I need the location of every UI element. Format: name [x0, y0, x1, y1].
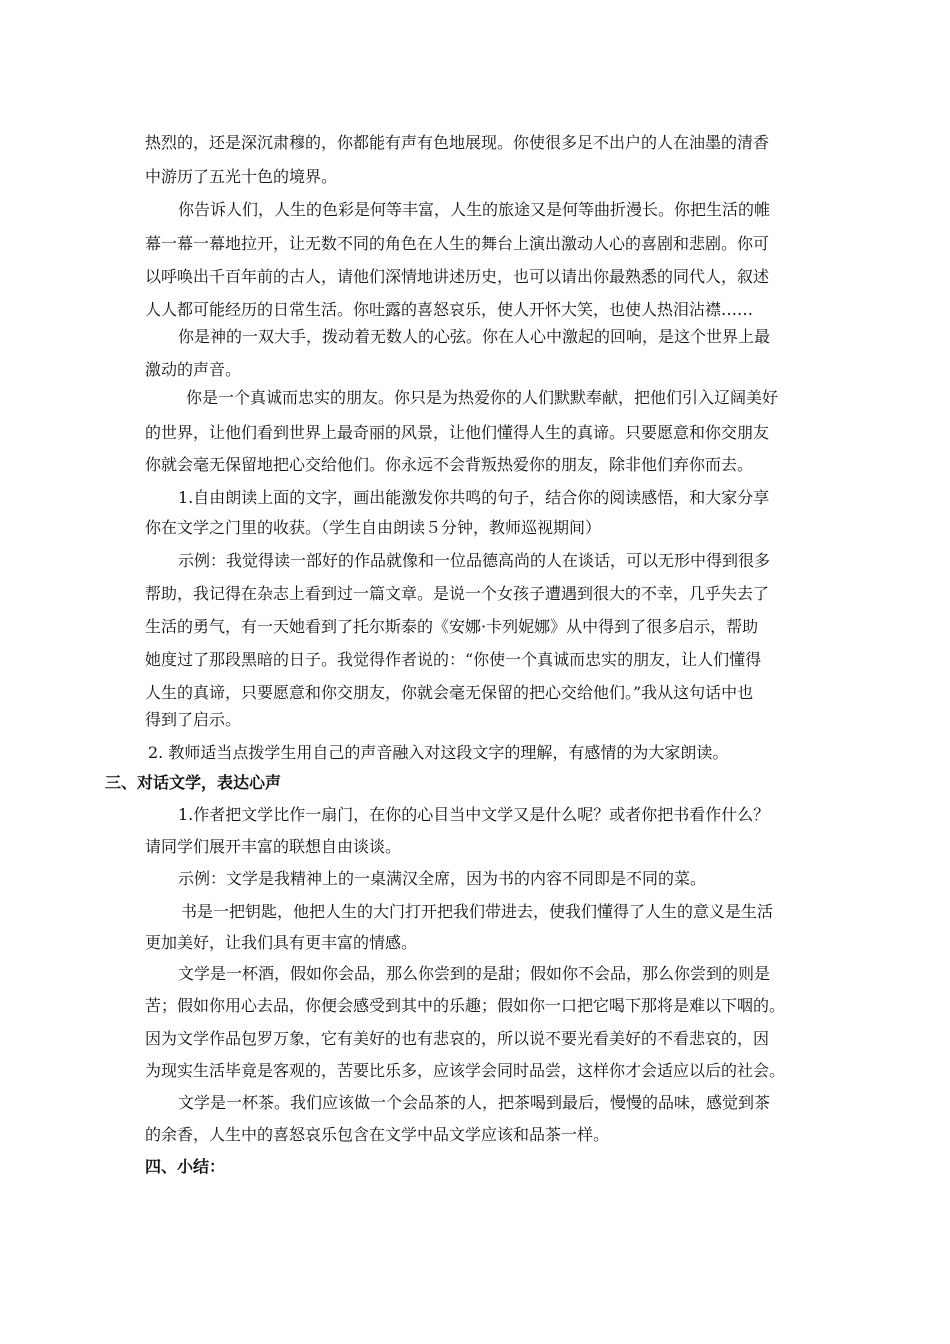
text-line: 你在文学之门里的收获。（学生自由朗读５分钟，教师巡视期间） — [145, 518, 602, 537]
text-line: 示例：文学是我精神上的一桌满汉全席，因为书的内容不同即是不同的菜。 — [178, 869, 707, 888]
section-heading: 四、小结： — [145, 1157, 226, 1176]
text-line: 幕一幕一幕地拉开，让无数不同的角色在人生的舞台上演出激动人心的喜剧和悲剧。你可 — [145, 234, 770, 253]
text-line: 1.作者把文学比作一扇门，在你的心目当中文学又是什么呢？或者你把书看作什么？ — [178, 805, 770, 824]
text-line: 文学是一杯酒，假如你会品，那么你尝到的是甜；假如你不会品，那么你尝到的则是 — [178, 964, 771, 983]
text-line: 她度过了那段黑暗的日子。我觉得作者说的：“你使一个真诚而忠实的朋友，让人们懂得 — [145, 650, 762, 669]
text-line: 你是神的一双大手，拨动着无数人的心弦。你在人心中激起的回响，是这个世界上最 — [178, 327, 771, 346]
section-heading: 三、对话文学，表达心声 — [105, 773, 282, 792]
text-line: 得到了启示。 — [145, 710, 242, 729]
text-line: 人生的真谛，只要愿意和你交朋友，你就会毫无保留的把心交给他们。”我从这句话中也 — [145, 683, 754, 702]
text-line: 1.自由朗读上面的文字，画出能激发你共鸣的句子，结合你的阅读感悟，和大家分享 — [178, 488, 770, 507]
text-line: 示例：我觉得读一部好的作品就像和一位品德高尚的人在谈话，可以无形中得到很多 — [178, 551, 771, 570]
text-line: 生活的勇气，有一天她看到了托尔斯泰的《安娜·卡列妮娜》从中得到了很多启示，帮助 — [145, 617, 759, 636]
text-line: 以呼唤出千百年前的古人，请他们深情地讲述历史，也可以请出你最熟悉的同代人，叙述 — [145, 267, 770, 286]
text-line: 书是一把钥匙，他把人生的大门打开把我们带进去，使我们懂得了人生的意义是生活 — [181, 902, 774, 921]
text-line: 的余香，人生中的喜怒哀乐包含在文学中品文学应该和品茶一样。 — [145, 1125, 610, 1144]
text-line: 你是一个真诚而忠实的朋友。你只是为热爱你的人们默默奉献，把他们引入辽阔美好 — [186, 388, 779, 407]
text-line: 为现实生活毕竟是客观的，苦要比乐多，应该学会同时品尝，这样你才会适应以后的社会。 — [145, 1061, 786, 1080]
text-line: 你告诉人们，人生的色彩是何等丰富，人生的旅途又是何等曲折漫长。你把生活的帷 — [178, 200, 771, 219]
text-line: 因为文学作品包罗万象，它有美好的也有悲哀的，所以说不要光看美好的不看悲哀的，因 — [145, 1029, 770, 1048]
text-line: 请同学们展开丰富的联想自由谈谈。 — [145, 837, 402, 856]
text-line: 热烈的，还是深沉肃穆的，你都能有声有色地展现。你使很多足不出户的人在油墨的清香 — [145, 133, 770, 152]
text-line: 文学是一杯茶。我们应该做一个会品茶的人，把茶喝到最后，慢慢的品味，感觉到茶 — [178, 1093, 771, 1112]
text-line: 中游历了五光十色的境界。 — [145, 167, 338, 186]
text-line: 的世界，让他们看到世界上最奇丽的风景，让他们懂得人生的真谛。只要愿意和你交朋友 — [145, 423, 770, 442]
text-line: 2. 教师适当点拨学生用自己的声音融入对这段文字的理解，有感情的为大家朗读。 — [148, 743, 729, 762]
text-line: 帮助，我记得在杂志上看到过一篇文章。是说一个女孩子遭遇到很大的不幸，几乎失去了 — [145, 584, 770, 603]
text-line: 苦；假如你用心去品，你便会感受到其中的乐趣；假如你一口把它喝下那将是难以下咽的。 — [145, 996, 786, 1015]
text-line: 人人都可能经历的日常生活。你吐露的喜怒哀乐，使人开怀大笑，也使人热泪沾襟…… — [145, 300, 754, 319]
text-line: 更加美好，让我们具有更丰富的情感。 — [145, 933, 418, 952]
text-line: 你就会毫无保留地把心交给他们。你永远不会背叛热爱你的朋友，除非他们弃你而去。 — [145, 455, 754, 474]
text-line: 激动的声音。 — [145, 360, 242, 379]
